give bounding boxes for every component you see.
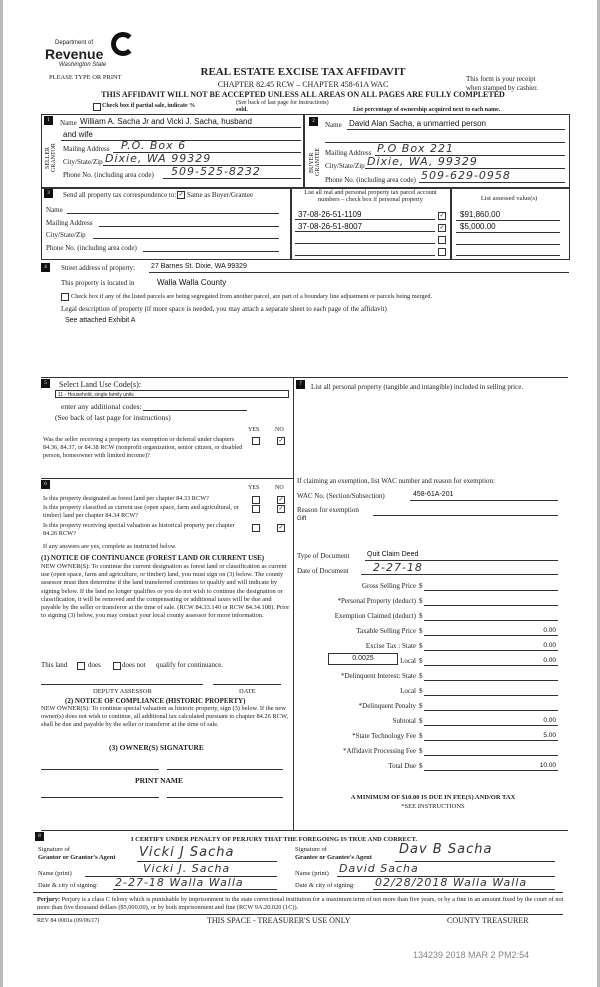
form-revision: REV 84 0001a (09/06/17) [37, 918, 100, 924]
buyer-side-label: BUYER GRANTEE [309, 148, 321, 177]
seller-city-field[interactable]: Dixie, WA 99329 [105, 152, 212, 165]
logo-dept: Department of [55, 40, 94, 46]
tax-row-line [424, 710, 558, 711]
label: Was the seller receiving a property tax exemption or deferral under chapters 84.36, 84.37, or 84.38 RCW (nonprofit organization, senior citizen, or disabled person, homeowner with limited income)? [43, 436, 243, 459]
currency-symbol: $ [419, 642, 423, 650]
label: Date of Document [297, 567, 349, 575]
yes-checkbox[interactable] [252, 524, 260, 532]
personal-property-checkbox[interactable] [438, 236, 446, 244]
legal-description-field[interactable]: See attached Exhibit A [65, 317, 136, 324]
label: enter any additional codes: [61, 402, 142, 411]
label: Same as Buyer/Grantee [187, 191, 254, 199]
label: If any answers are yes, complete as instructed below. [43, 543, 177, 550]
yes-checkbox[interactable] [252, 496, 260, 504]
tax-row-label: Total Due [388, 762, 416, 770]
see-back: (See back of last page for instructions) [236, 100, 329, 106]
section-number: 5 [41, 379, 50, 388]
label: List all personal property (tangible and intangible) included in selling price. [311, 383, 524, 391]
tax-row-label: *State Technology Fee [352, 732, 416, 740]
label: (3) OWNER(S) SIGNATURE [109, 743, 204, 752]
currency-symbol: $ [419, 717, 423, 725]
doc-type-field[interactable]: Quit Claim Deed [367, 551, 419, 558]
tax-row-line [424, 770, 558, 771]
label: City/State/Zip [325, 162, 365, 170]
tax-row-value[interactable]: 0.00 [543, 717, 556, 724]
partial-sale-label: Check box if partial sale, indicate % [102, 103, 196, 109]
currency-symbol: $ [419, 732, 423, 740]
reason-field[interactable]: Gift [297, 516, 307, 522]
tax-row-line [424, 725, 558, 726]
currency-symbol: $ [419, 597, 423, 605]
tax-row-label: Taxable Selling Price [356, 627, 416, 635]
ownership-note: List percentage of ownership acquired next to each name. [353, 107, 501, 113]
label: Legal description of property (if more space is needed, you may attach a separate sheet to each page of the affidavit) [61, 305, 387, 313]
label: Phone No. (including area code) [46, 244, 137, 252]
assessed-value-field[interactable]: $5,000.00 [460, 222, 496, 231]
tax-row-label: Gross Selling Price [361, 582, 416, 590]
tax-row-label: Exemption Claimed (deduct) [334, 612, 416, 620]
label: Is this property designated as forest land per chapter 84.33 RCW? [43, 495, 209, 502]
receipt-stamp: 134239 2018 MAR 2 PM2:54 [413, 950, 530, 960]
tax-row-label: *Affidavit Processing Fee [343, 747, 416, 755]
chapter: CHAPTER 82.45 RCW – CHAPTER 458-61A WAC [217, 80, 389, 89]
label: Phone No. (including area code) [63, 171, 154, 179]
currency-symbol: $ [419, 762, 423, 770]
no-checkbox[interactable]: ✓ [278, 506, 284, 512]
yes-checkbox[interactable] [252, 437, 260, 445]
label: DATE [239, 688, 256, 695]
column-divider [293, 377, 294, 830]
label: City/State/Zip [63, 158, 103, 166]
label: Signature of [38, 846, 70, 853]
section-number: 7 [296, 380, 305, 389]
does-not-checkbox[interactable] [113, 662, 121, 670]
sold-label: sold. [236, 107, 248, 113]
seller-phone-field[interactable]: 509-525-8232 [171, 165, 261, 178]
tax-row-line [424, 590, 558, 591]
seller-name-field[interactable]: William A. Sacha Jr and Vicki J. Sacha, husband [80, 117, 252, 126]
yes-checkbox[interactable] [252, 505, 260, 513]
grantor-signature[interactable]: Vicki J Sacha [139, 845, 235, 860]
label: Street address of property: [61, 264, 136, 272]
label: Name (print) [38, 870, 72, 877]
dor-logo-icon [111, 32, 135, 56]
currency-symbol: $ [419, 687, 423, 695]
logo-revenue: Revenue [45, 46, 104, 62]
label: Select Land Use Code(s): [59, 380, 141, 389]
compliance-text: NEW OWNER(S): To continue special valuation as historic property, sign (3) below. If the new owner(s) does not wish to continue, all additional tax calculated pursuant to chapter 84.26 RCW, shall be due and payable by the seller or transferor at the time of sale. [41, 705, 288, 728]
tax-row-value[interactable]: 0.00 [543, 657, 556, 664]
tax-row-line [424, 620, 558, 621]
section-number: 4 [41, 263, 50, 272]
seller-mail-field[interactable]: P.O. Box 6 [121, 139, 187, 152]
grantee-date-field[interactable]: 02/28/2018 Walla Walla [375, 876, 528, 889]
tax-row-line [424, 665, 558, 666]
tax-row-value[interactable]: 5.00 [543, 732, 556, 739]
label: Mailing Address [46, 219, 93, 227]
no-header: NO [275, 427, 284, 433]
tax-row-line [424, 755, 558, 756]
page-title: REAL ESTATE EXCISE TAX AFFIDAVIT [200, 66, 406, 78]
label: City/State/Zip [46, 231, 86, 239]
grantor-date-field[interactable]: 2-27-18 Walla Walla [115, 876, 244, 889]
does-checkbox[interactable] [77, 662, 85, 670]
grantor-name-field[interactable]: Vicki J. Sacha [143, 862, 231, 875]
section-number: 8 [35, 832, 44, 841]
minimum-note: A MINIMUM OF $10.00 IS DUE IN FEE(S) AND/OR TAX [350, 794, 516, 801]
street-address-field[interactable]: 27 Barnes St. Dixie, WA 99329 [151, 263, 247, 270]
tax-row-value[interactable]: 10.00 [539, 762, 556, 769]
treasurer-use: THIS SPACE - TREASURER'S USE ONLY [207, 916, 351, 925]
warning: THIS AFFIDAVIT WILL NOT BE ACCEPTED UNLESS ALL AREAS ON ALL PAGES ARE FULLY COMPLETED [101, 90, 505, 99]
land-use-select[interactable]: 11 - Household, single family units [55, 390, 289, 398]
tax-row-label: Excise Tax : State [365, 642, 416, 650]
tax-row-label: *Delinquent Interest: State [340, 672, 416, 680]
perjury-note [37, 896, 567, 912]
tax-row-label: *Personal Property (deduct) [337, 597, 416, 605]
buyer-name-field[interactable]: David Alan Sacha, a unmarried person [349, 119, 486, 128]
perjury-heading: Perjury: [37, 896, 61, 903]
tax-row-line [424, 680, 558, 681]
label: Mailing Address [63, 145, 110, 153]
assessed-value-field[interactable]: $91,860.00 [460, 210, 501, 219]
label: Grantor or Grantor's Agent [38, 854, 116, 861]
buyer-city-field[interactable]: Dixie, WA, 99329 [367, 155, 478, 168]
parcel-number-field[interactable]: 37-08-26-51-8007 [298, 222, 363, 231]
no-checkbox[interactable]: ✓ [278, 525, 284, 531]
no-checkbox[interactable]: ✓ [278, 438, 284, 444]
currency-symbol: $ [419, 702, 423, 710]
label: Date & city of signing: [295, 882, 355, 889]
label: Name [46, 206, 63, 214]
same-as-buyer-checkbox[interactable]: ✓ [178, 192, 184, 198]
parcel-header: List all real and personal property tax parcel account numbers – check box if personal property [304, 189, 437, 203]
assessed-header: List assessed value(s) [480, 195, 538, 202]
no-header: NO [275, 485, 284, 491]
please-type: PLEASE TYPE OR PRINT [49, 74, 122, 81]
grantee-name-field[interactable]: David Sacha [339, 862, 419, 875]
buyer-mail-field[interactable]: P.O Box 221 [377, 142, 455, 155]
see-instructions: *SEE INSTRUCTIONS [401, 803, 465, 810]
label: Reason for exemption [297, 506, 359, 514]
wac-field[interactable]: 458-61A-201 [413, 491, 454, 498]
label: does [88, 661, 101, 669]
label: Type of Document [297, 552, 350, 560]
local-rate-field[interactable]: 0.0025 [328, 653, 398, 665]
personal-property-checkbox[interactable]: ✓ [439, 225, 445, 231]
label: Check box if any of the listed parcels are being segregated from another parcel, are part of a boundary line adjustment or parcels being merged. [71, 293, 433, 300]
county-treasurer: COUNTY TREASURER [447, 916, 529, 925]
currency-symbol: $ [419, 612, 423, 620]
label: This property is located in [61, 279, 135, 287]
label: Date & city of signing: [38, 882, 98, 889]
doc-date-field[interactable]: 2-27-18 [373, 561, 423, 574]
seller-side-label: SELLER GRANTOR [45, 143, 57, 173]
tax-row-label: *Delinquent Penalty [358, 702, 416, 710]
county-field[interactable]: Walla Walla County [157, 278, 227, 287]
tax-row-line [424, 605, 558, 606]
currency-symbol: $ [419, 672, 423, 680]
label: qualify for continuance. [156, 661, 224, 669]
label: (See back of last page for instructions) [55, 413, 171, 422]
currency-symbol: $ [419, 627, 423, 635]
tax-row-label: Local [400, 657, 416, 665]
label: Name [325, 121, 342, 129]
label: does not [122, 661, 146, 669]
label: This land [41, 661, 68, 669]
tax-row-value[interactable]: 0.00 [543, 627, 556, 634]
currency-symbol: $ [419, 582, 423, 590]
label: DEPUTY ASSESSOR [93, 688, 152, 695]
label: Send all property tax correspondence to: [63, 191, 177, 199]
receipt-note-2: when stamped by cashier. [466, 84, 538, 92]
compliance-title: (2) NOTICE OF COMPLIANCE (HISTORIC PROPERTY) [65, 697, 246, 705]
tax-row-line [424, 740, 558, 741]
label: If claiming an exemption, list WAC number and reason for exemption: [297, 477, 495, 485]
partial-sale-checkbox[interactable] [93, 103, 101, 111]
label: Mailing Address [325, 149, 372, 157]
label: Name [60, 119, 77, 127]
label: Is this property classified as current use (open space, farm and agricultural, or timber) land per chapter 84.34 RCW? [43, 504, 239, 519]
parcel-number-field[interactable]: 37-08-26-51-1109 [298, 210, 362, 219]
continuance-title: (1) NOTICE OF CONTINUANCE (FOREST LAND OR CURRENT USE) [41, 554, 265, 562]
receipt-note: This form is your receipt [466, 75, 536, 83]
tax-row-value[interactable]: 0.00 [543, 642, 556, 649]
tax-row-label: Subtotal [392, 717, 416, 725]
tax-row-label: Local [400, 687, 416, 695]
currency-symbol: $ [419, 747, 423, 755]
section-number: 6 [41, 480, 50, 489]
tax-row-line [424, 635, 558, 636]
tax-row-line [424, 650, 558, 651]
section-number: 3 [44, 189, 53, 198]
seller-name-field-2[interactable]: and wife [63, 130, 93, 139]
logo-state: Washington State [59, 62, 107, 68]
yes-header: YES [248, 485, 260, 491]
label: Grantee or Grantee's Agent [295, 854, 372, 861]
segregated-checkbox[interactable] [61, 293, 69, 301]
section-number: 2 [309, 117, 318, 126]
buyer-phone-field[interactable]: 509-629-0958 [421, 169, 511, 182]
continuance-text: NEW OWNER(S): To continue the current designation as forest land or classification as current use (open space, farm and agriculture, or timber) land, you must sign on (3) below. The county assessor must then determine if the land transferred continues to qualify and will indicate by signing below. If the land no longer qualifies or you do not wish to continue the designation or classification, it will be removed and the compensating or additional taxes will be due and payable by the seller or transferor at the time of sale. (RCW 84.33.140 or RCW 84.34.108). Prior to signing (3) below, you may contact your local county assessor for more information. [41, 563, 290, 620]
personal-property-checkbox[interactable]: ✓ [439, 213, 445, 219]
currency-symbol: $ [419, 657, 423, 665]
label: WAC No. (Section/Subsection) [297, 492, 385, 500]
personal-property-checkbox[interactable] [438, 248, 446, 256]
no-checkbox[interactable]: ✓ [278, 497, 284, 503]
perjury-text: Perjury is a class C felony which is punishable by imprisonment in the state correctional institution for a maximum term of not more than five years, or by a fine in an amount fixed by the court of not more than five thousand dollars ($5,000.00), or by both imprisonment and fine (RCW 9A.20.020 (1C)). [37, 896, 564, 911]
label: Name (print) [295, 870, 329, 877]
yes-header: YES [248, 427, 260, 433]
section-number: 1 [44, 116, 53, 125]
tax-row-line [424, 695, 558, 696]
certify-statement: I CERTIFY UNDER PENALTY OF PERJURY THAT THE FOREGOING IS TRUE AND CORRECT. [131, 836, 418, 843]
label: PRINT NAME [135, 776, 183, 785]
grantee-signature[interactable]: Dav B Sacha [399, 842, 493, 857]
label: Phone No. (including area code) [325, 176, 416, 184]
label: Signature of [295, 846, 327, 853]
label: Is this property receiving special valuation as historical property per chapter 84.26 RCW? [43, 522, 235, 537]
